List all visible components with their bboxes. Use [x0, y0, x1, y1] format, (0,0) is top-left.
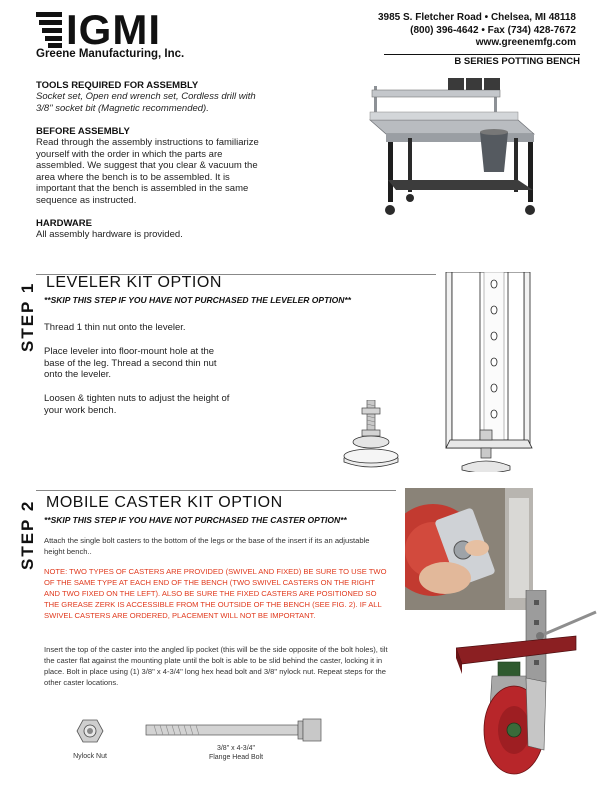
step-1-skip-note: **SKIP THIS STEP IF YOU HAVE NOT PURCHASED THE LEVELER OPTION**	[44, 295, 351, 305]
step-1-label: STEP 1	[18, 281, 37, 352]
before-assembly-heading: BEFORE ASSEMBLY	[36, 126, 130, 137]
flange-head-bolt-icon	[144, 716, 326, 744]
step-2-title: MOBILE CASTER KIT OPTION	[46, 494, 283, 511]
step-2-label: STEP 2	[18, 499, 37, 570]
flange-bolt-caption	[186, 744, 286, 762]
step-1-para-1: Thread 1 thin nut onto the leveler.	[44, 322, 186, 333]
address-line: 3985 S. Fletcher Road • Chelsea, MI 48118	[377, 12, 576, 23]
step-1-title: LEVELER KIT OPTION	[46, 274, 222, 291]
logo-wordmark: IGMI	[66, 6, 161, 53]
potting-bench-illustration	[368, 72, 538, 222]
before-assembly-text: Read through the assembly instructions to familiarize yourself with the order in which the parts are assembled. We suggest that you clear & vacuum the area where the bench is to be assembled. It is important that the bench is assembled in the same sequence as instructed.	[36, 137, 259, 206]
leg-with-leveler-illustration	[440, 272, 536, 472]
flange-bolt-type: Flange Head Bolt	[208, 754, 264, 761]
intro-section	[36, 80, 272, 253]
step-2-divider	[36, 490, 396, 491]
step-2-caster-note: NOTE: TWO TYPES OF CASTERS ARE PROVIDED (SWIVEL AND FIXED) BE SURE TO USE TWO OF THE SAME TYPE AT EACH END OF THE BENCH (TWO SWIVEL CASTERS ON THE RIGHT AND TWO FIXED ON THE LEFT). ALSO BE SURE THE FIXED CASTERS ARE POSITIONED SO THE GREASE ZERK IS ACCESSIBLE FROM THE OUTSIDE OF THE BENCH (SEE FIG. 2). IF ALL SWIVEL CASTERS ARE ORDERED, PLACEMENT WILL NOT BE IMPORTANT.	[44, 567, 387, 620]
tools-text: Socket set, Open end wrench set, Cordless drill with 3/8" socket bit (Magnetic recommended).	[36, 91, 256, 114]
caster-assembly-diagram	[456, 590, 602, 782]
company-name: Greene Manufacturing, Inc.	[36, 48, 185, 60]
flange-bolt-size: 3/8" x 4-3/4"	[216, 745, 256, 752]
logo-stripes-icon	[36, 12, 62, 48]
tools-heading: TOOLS REQUIRED FOR ASSEMBLY	[36, 80, 199, 91]
nylock-nut-icon	[76, 718, 104, 744]
step-2-instructions: Insert the top of the caster into the angled lip pocket (this will be the side opposite of the bolt holes), tilt the caster flat against the mounting plate until the bolt is able to be slid behind the caster, locking it in place. Bolt in place using (1) 3/8" x 4-3/4" long hex head bolt and 3/8" nylock nut. Repeat steps for the other caster locations.	[44, 645, 388, 687]
nylock-nut-caption: Nylock Nut	[73, 753, 107, 760]
website-link[interactable]: www.greenemfg.com	[475, 37, 576, 48]
step-1-para-2: Place leveler into floor-mount hole at the base of the leg. Thread a second thin nut onto the leveler.	[44, 346, 217, 380]
step-2-intro-text: Attach the single bolt casters to the bottom of the legs or the base of the insert if its an adjustable height bench..	[44, 536, 370, 556]
leveler-foot-illustration	[336, 400, 406, 472]
step-2-skip-note: **SKIP THIS STEP IF YOU HAVE NOT PURCHASED THE CASTER OPTION**	[44, 515, 347, 525]
phone-line: (800) 396-4642 • Fax (734) 428-7672	[410, 24, 576, 36]
hardware-text: All assembly hardware is provided.	[36, 229, 183, 240]
contact-block	[378, 12, 576, 50]
document-title: B SERIES POTTING BENCH	[384, 54, 580, 67]
step-1-para-3: Loosen & tighten nuts to adjust the height of your work bench.	[44, 393, 230, 416]
hardware-heading: HARDWARE	[36, 218, 92, 229]
company-logo	[36, 6, 216, 60]
